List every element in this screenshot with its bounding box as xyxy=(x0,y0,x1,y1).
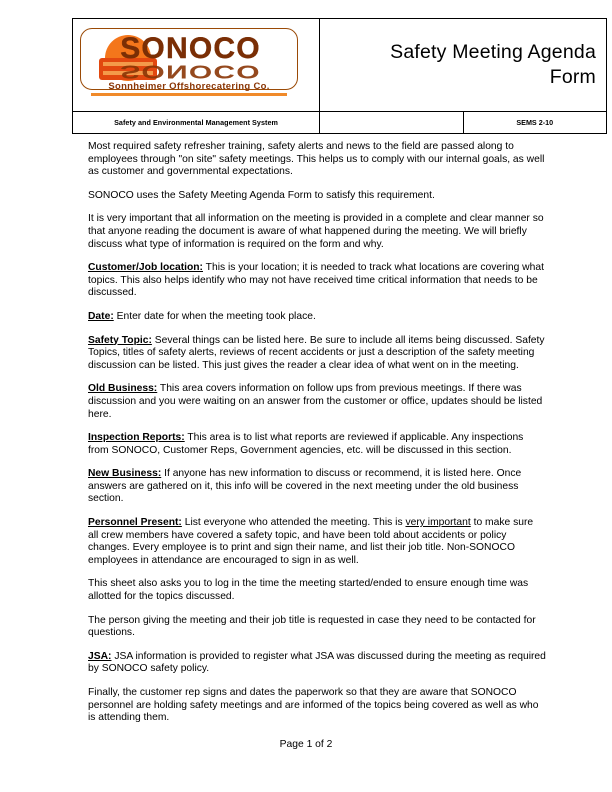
text-personnel-present-a: List everyone who attended the meeting. This is xyxy=(181,517,406,529)
document-header-table xyxy=(72,18,607,134)
text-old-business: This area covers information on follow ups from previous meetings. If there was discussion and you were waiting on an answer from the customer or office, updates should be listed here. xyxy=(88,383,543,420)
text-jsa: JSA information is provided to register what JSA was discussed during the meeting as required by SONOCO safety policy. xyxy=(88,650,546,675)
text-customer-job-location: This is your location; it is needed to track what locations are covering what topics. This also helps identify who may not have received time critical information that needs to be discussed. xyxy=(88,262,544,299)
label-old-business: Old Business: xyxy=(88,383,158,395)
label-personnel-present: Personnel Present: xyxy=(88,517,182,529)
header-row-top xyxy=(73,19,607,112)
paragraph-presenter: The person giving the meeting and their job title is requested in case they need to be contacted for questions. xyxy=(88,614,536,639)
text-inspection-reports: This area is to list what reports are reviewed if applicable. Any inspections from SONOCO, Customer Reps, Government agencies, etc. will be discussed in this section. xyxy=(88,432,524,456)
section-jsa xyxy=(88,651,546,676)
page-title-line2: Form xyxy=(549,66,596,88)
logo-wordmark: SONOCO xyxy=(120,32,261,65)
document-title-cell xyxy=(320,19,607,112)
section-date xyxy=(88,311,546,324)
section-customer-job-location xyxy=(88,262,546,300)
header-blank-cell xyxy=(320,112,464,134)
section-personnel-present xyxy=(88,517,546,567)
section-new-business xyxy=(88,468,546,506)
logo-cell xyxy=(73,19,320,112)
section-old-business xyxy=(88,383,546,421)
paragraph-intro: Most required safety refresher training, safety alerts and news to the field are passed along to employees through "on site" safety meetings. This helps us to comply with our internal goals, as well as customer and governmental expectations. xyxy=(88,141,545,178)
label-safety-topic: Safety Topic: xyxy=(88,334,152,346)
logo-tagline: Sonnheimer Offshorecatering Co. xyxy=(108,81,270,92)
label-date: Date: xyxy=(88,310,114,322)
logo-underline-bar xyxy=(91,93,287,96)
paragraph-customer-signature: Finally, the customer rep signs and dates the paperwork so that they are aware that SONOCO personnel are holding safety meetings and are informed of the topics being covered as well as who is attending them. xyxy=(88,687,539,724)
section-inspection-reports xyxy=(88,432,546,457)
paragraph-importance: It is very important that all information on the meeting is provided in a complete and clear manner so that anyone reading the document is aware of what happened during the meeting. We will briefly discuss what type of information is required on the form and why. xyxy=(88,213,544,250)
paragraph-meeting-time: This sheet also asks you to log in the time the meeting started/ended to ensure enough time was allotted for the topics discussed. xyxy=(88,578,529,603)
label-customer-job-location: Customer/Job location: xyxy=(88,262,203,274)
label-inspection-reports: Inspection Reports: xyxy=(88,432,185,444)
label-new-business: New Business: xyxy=(88,468,162,480)
section-safety-topic xyxy=(88,335,546,373)
sonoco-logo xyxy=(77,27,306,103)
paragraph-purpose: SONOCO uses the Safety Meeting Agenda Form to satisfy this requirement. xyxy=(88,189,435,201)
text-new-business: If anyone has new information to discuss or recommend, it is listed here. Once answers are gathered on it, this info will be covered in the next meeting under the old business section. xyxy=(88,468,522,505)
header-doc-number: SEMS 2-10 xyxy=(463,112,607,134)
text-date: Enter date for when the meeting took place. xyxy=(113,310,316,322)
text-personnel-emphasis: very important xyxy=(405,517,471,529)
document-body xyxy=(88,141,546,725)
page-footer: Page 1 of 2 xyxy=(279,739,333,750)
text-safety-topic: Several things can be listed here. Be sure to include all items being discussed. Safety Topics, titles of safety alerts, reviews of recent accidents or just a description of the safety meeting discussion can be listed. This just gives the reader a clear idea of what went on in the meeting. xyxy=(88,334,545,371)
header-system-label: Safety and Environmental Management System xyxy=(73,112,320,134)
logo-wordmark-reflection: SONOCO xyxy=(120,61,261,82)
text-personnel-present-b: to make sure all crew members have covered a safety topic, and have been told about accidents or policy changes. Every employee is to print and sign their name, and list their job title. Non-SONOCO employees in attendance are encouraged to sign in as well. xyxy=(88,517,534,566)
label-jsa: JSA: xyxy=(88,650,112,662)
header-row-bottom xyxy=(73,112,607,134)
page-title-line1: Safety Meeting Agenda xyxy=(390,41,596,63)
